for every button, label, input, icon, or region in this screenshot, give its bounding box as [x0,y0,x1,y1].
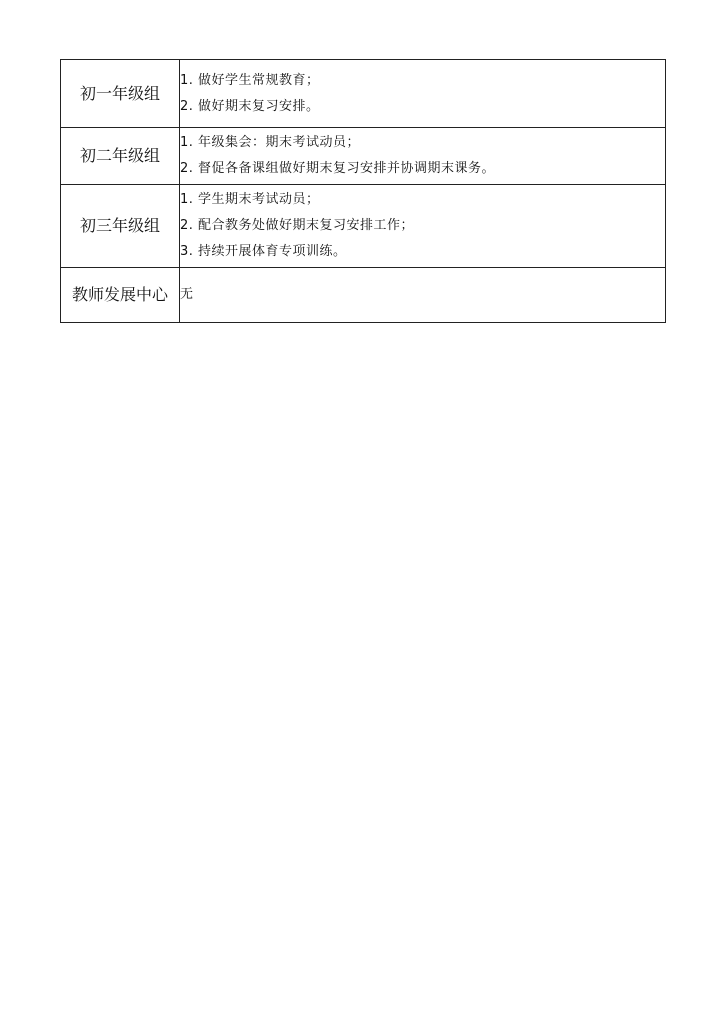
work-item: 1. 学生期末考试动员； [180,192,320,207]
table-row [61,268,666,323]
items-cell-grade1 [180,60,666,128]
items-cell-grade3 [180,185,666,268]
dept-cell-grade1: 初一年级组 [61,60,180,128]
items-cell-teacher-center [180,268,666,323]
table-row [61,185,666,268]
items-cell-grade2 [180,128,666,185]
work-item: 2. 配合教务处做好期末复习安排工作； [180,218,415,233]
work-item: 2. 督促各备课组做好期末复习安排并协调期末课务。 [180,161,496,176]
table-row [61,60,666,128]
schedule-table [60,59,666,323]
work-item: 1. 年级集会：期末考试动员； [180,135,361,150]
dept-cell-grade3: 初三年级组 [61,185,180,268]
work-item: 无 [180,287,194,302]
dept-cell-teacher-center: 教师发展中心 [61,268,180,323]
dept-cell-grade2: 初二年级组 [61,128,180,185]
table-row [61,128,666,185]
work-item: 2. 做好期末复习安排。 [180,98,320,114]
work-item: 3. 持续开展体育专项训练。 [180,244,347,259]
work-item: 1. 做好学生常规教育； [180,72,320,88]
